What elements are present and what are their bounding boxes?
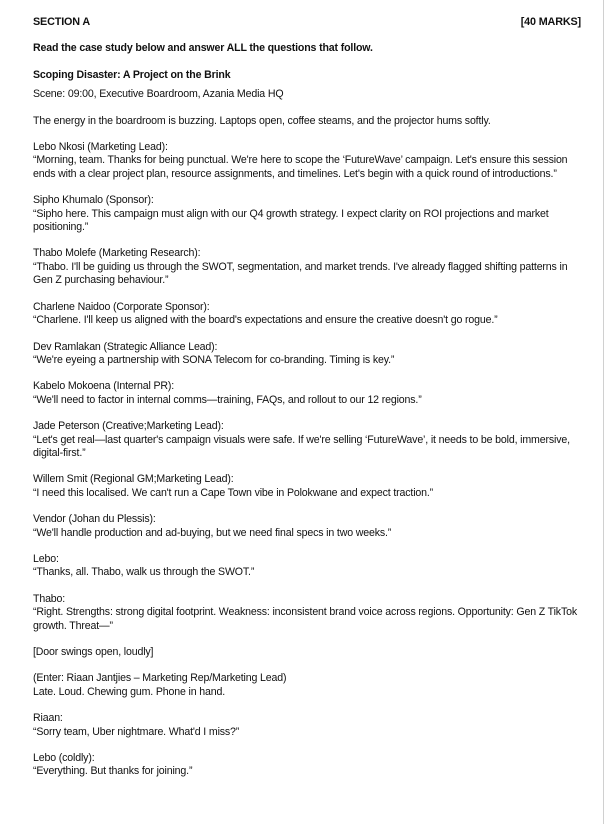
dialogue-entry xyxy=(33,301,581,328)
case-study-title: Scoping Disaster: A Project on the Brink xyxy=(33,68,231,81)
speech-text: “Sipho here. This campaign must align with our Q4 growth strategy. I expect clarity on ROI projections and market positioning.” xyxy=(33,207,549,234)
document-content xyxy=(33,16,581,779)
marks-label: [40 MARKS] xyxy=(520,16,581,28)
speaker-name: Vendor (Johan du Plessis): xyxy=(33,513,156,526)
speech-text: “Charlene. I'll keep us aligned with the board's expectations and ensure the creative doesn't go rogue.” xyxy=(33,314,498,327)
speaker-name: Lebo Nkosi (Marketing Lead): xyxy=(33,141,168,154)
dialogue-entry xyxy=(33,513,581,540)
dialogue-entry xyxy=(33,420,581,460)
dialogue-entry xyxy=(33,752,581,779)
section-header xyxy=(33,16,581,29)
dialogue-entry xyxy=(33,473,581,500)
dialogue-entry xyxy=(33,553,581,580)
dialogue-entry xyxy=(33,712,581,739)
speech-text: “Right. Strengths: strong digital footprint. Weakness: inconsistent brand voice across regions. Opportunity: Gen Z TikTok growth. Threat—” xyxy=(33,606,577,632)
speaker-name: Riaan: xyxy=(33,712,63,725)
section-label: SECTION A xyxy=(33,16,91,28)
entrance-note xyxy=(33,672,581,699)
speaker-name: Thabo: xyxy=(33,592,66,605)
speaker-name: Dev Ramlakan (Strategic Alliance Lead): xyxy=(33,340,218,353)
speech-text: “We'll need to factor in internal comms—training, FAQs, and rollout to our 12 regions.” xyxy=(33,393,422,406)
dialogue-entry xyxy=(33,141,581,181)
stage-direction: [Door swings open, loudly] xyxy=(33,646,154,658)
speaker-name: Sipho Khumalo (Sponsor): xyxy=(33,194,154,207)
dialogue-entry xyxy=(33,194,581,234)
speech-text: “Sorry team, Uber nightmare. What'd I miss?” xyxy=(33,725,240,738)
speaker-name: Kabelo Mokoena (Internal PR): xyxy=(33,380,175,393)
instruction-text: Read the case study below and answer ALL the questions that follow. xyxy=(33,42,373,55)
speech-text: “I need this localised. We can't run a Cape Town vibe in Polokwane and expect traction.” xyxy=(33,486,434,499)
speaker-name: Lebo: xyxy=(33,552,59,565)
scene-line: Scene: 09:00, Executive Boardroom, Azania Media HQ xyxy=(33,88,284,101)
entrance-line: (Enter: Riaan Jantjies – Marketing Rep/Marketing Lead) xyxy=(33,672,287,685)
dialogue-entry xyxy=(33,247,581,287)
speaker-name: Willem Smit (Regional GM;Marketing Lead): xyxy=(33,473,234,486)
dialogue-entry xyxy=(33,341,581,368)
speech-text: “Thabo. I'll be guiding us through the SWOT, segmentation, and market trends. I've already flagged shifting patterns in Gen Z purchasing behaviour.” xyxy=(33,260,568,287)
speech-text: “We'll handle production and ad-buying, but we need final specs in two weeks.” xyxy=(33,526,392,539)
intro-paragraph: The energy in the boardroom is buzzing. Laptops open, coffee steams, and the projector hums softly. xyxy=(33,114,491,127)
speaker-name: Charlene Naidoo (Corporate Sponsor): xyxy=(33,300,210,313)
speech-text: “Thanks, all. Thabo, walk us through the SWOT.” xyxy=(33,566,255,579)
speaker-name: Thabo Molefe (Marketing Research): xyxy=(33,247,201,260)
dialogue-entry xyxy=(33,593,581,633)
speech-text: “We're eyeing a partnership with SONA Telecom for co-branding. Timing is key.” xyxy=(33,353,395,366)
speech-text: “Let's get real—last quarter's campaign visuals were safe. If we're selling ‘FutureWave’, it needs to be bold, immersive, digital-first.” xyxy=(33,433,570,459)
dialogue-entry xyxy=(33,380,581,407)
entrance-description: Late. Loud. Chewing gum. Phone in hand. xyxy=(33,685,226,698)
speech-text: “Morning, team. Thanks for being punctual. We're here to scope the ‘FutureWave’ campaign. Let's ensure this session ends with a clear project plan, resource assignments, and timelines. Let's begin with a quick round of introductions.” xyxy=(33,154,568,180)
speaker-name: Lebo (coldly): xyxy=(33,752,95,765)
speech-text: “Everything. But thanks for joining.” xyxy=(33,765,193,778)
speaker-name: Jade Peterson (Creative;Marketing Lead): xyxy=(33,420,224,433)
